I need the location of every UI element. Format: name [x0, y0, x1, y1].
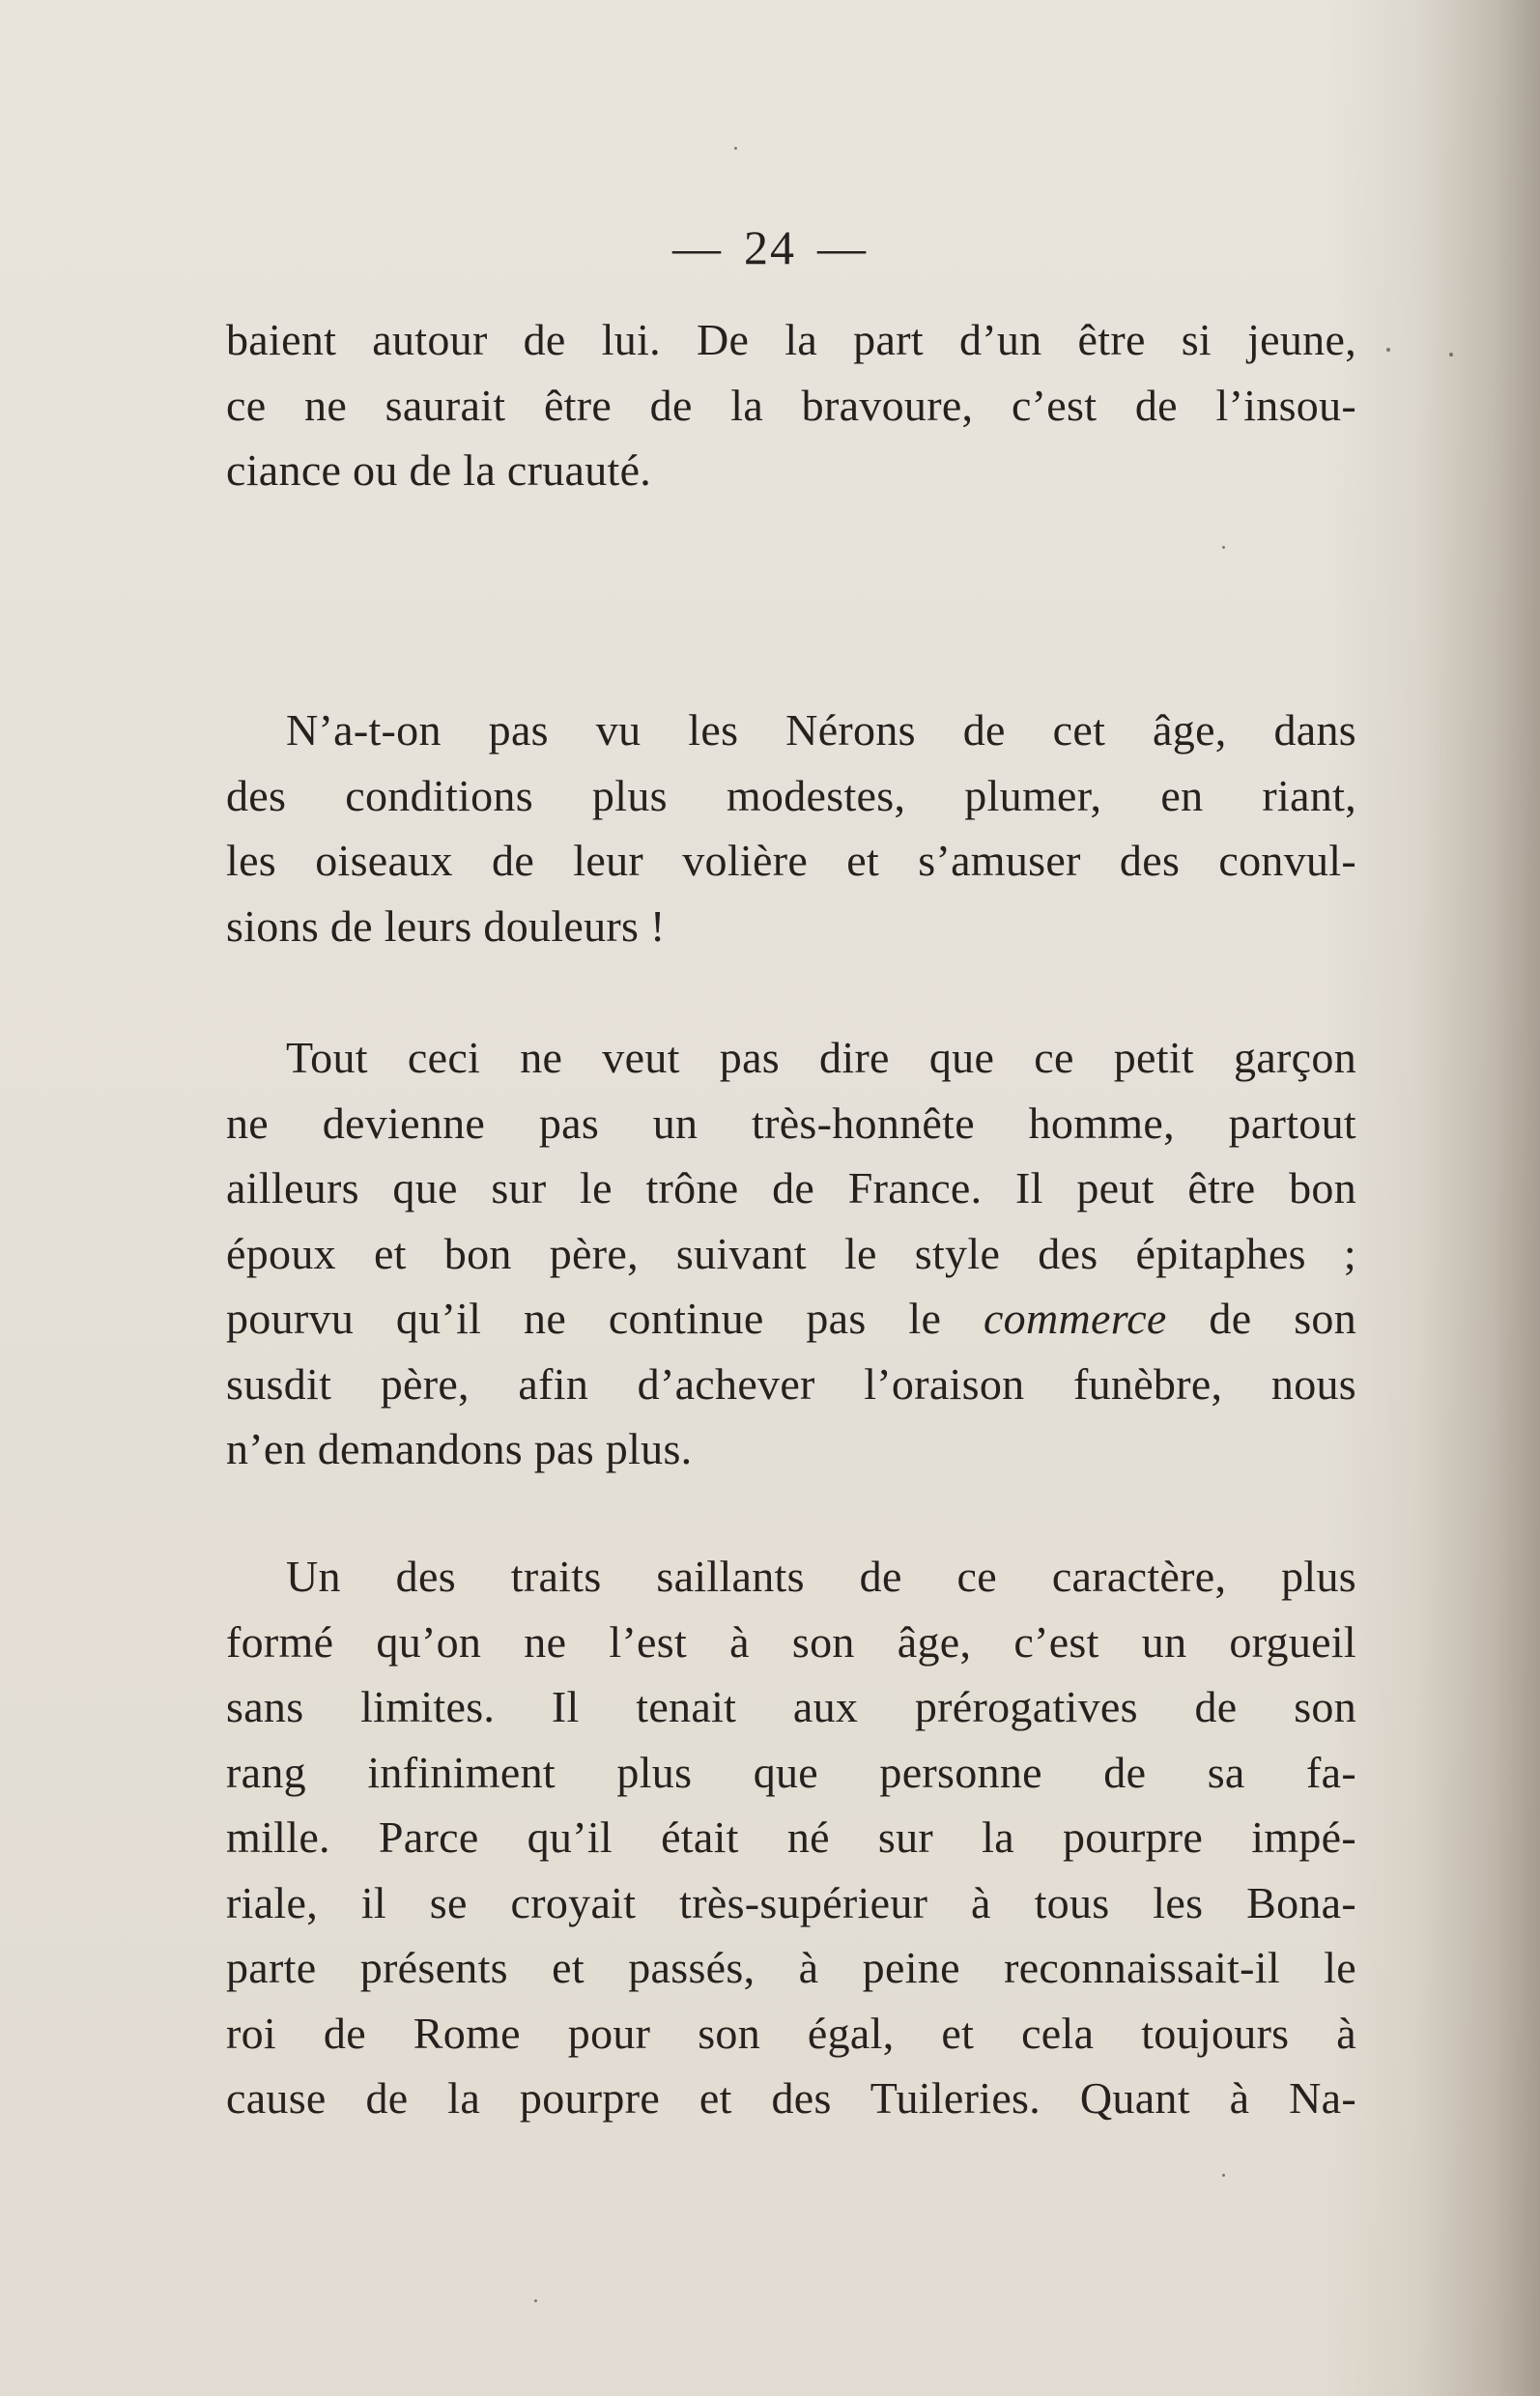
- text-segment: de son: [1166, 1294, 1356, 1343]
- text-line: cause de la pourpre et des Tuileries. Quant à Na-: [226, 2073, 1356, 2123]
- text-line: sions de leurs douleurs !: [226, 900, 666, 951]
- page-number: [0, 218, 1540, 276]
- text-line: parte présents et passés, à peine reconnaissait-il le: [226, 1943, 1356, 1992]
- text-line: époux et bon père, suivant le style des épitaphes ;: [226, 1228, 1356, 1278]
- text-line-with-italic: [226, 1286, 1356, 1352]
- paper-speck: [1222, 546, 1225, 549]
- text-line: Un des traits saillants de ce caractère, plus: [286, 1552, 1356, 1601]
- text-segment: pourvu qu’il ne continue pas le: [226, 1294, 984, 1343]
- paper-speck: [1449, 353, 1453, 357]
- text-line: roi de Rome pour son égal, et cela toujours à: [226, 2008, 1356, 2058]
- paper-speck: [1222, 2174, 1225, 2177]
- text-line: formé qu’on ne l’est à son âge, c’est un orgueil: [226, 1616, 1356, 1667]
- text-line: sans limites. Il tenait aux prérogatives de son: [226, 1682, 1356, 1731]
- paragraph-2: [226, 698, 1356, 958]
- text-line: N’a-t-on pas vu les Nérons de cet âge, dans: [286, 705, 1356, 755]
- paragraph-1: [226, 307, 1356, 503]
- folio-number: 24: [744, 220, 796, 274]
- text-line: mille. Parce qu’il était né sur la pourpre impé-: [226, 1812, 1356, 1862]
- text-line: ne devienne pas un très-honnête homme, partout: [226, 1098, 1356, 1148]
- folio-dash-left: —: [672, 220, 723, 274]
- text-line: riale, il se croyait très-supérieur à tous les Bona-: [226, 1877, 1356, 1927]
- folio-dash-right: —: [817, 220, 868, 274]
- text-line: n’en demandons pas plus.: [226, 1424, 693, 1473]
- text-line: baient autour de lui. De la part d’un être si jeune,: [226, 315, 1356, 364]
- text-line: Tout ceci ne veut pas dire que ce petit garçon: [286, 1033, 1356, 1082]
- text-line: rang infiniment plus que personne de sa fa-: [226, 1747, 1356, 1797]
- paragraph-4: [226, 1544, 1356, 2131]
- text-line: ciance ou de la cruauté.: [226, 445, 652, 495]
- paper-speck: [534, 2299, 537, 2302]
- italic-word: commerce: [983, 1294, 1167, 1343]
- paper-speck: [734, 147, 737, 150]
- text-line: ailleurs que sur le trône de France. Il peut être bon: [226, 1163, 1356, 1212]
- text-line: susdit père, afin d’achever l’oraison funèbre, nous: [226, 1358, 1356, 1409]
- text-line: ce ne saurait être de la bravoure, c’est de l’insou-: [226, 380, 1356, 430]
- text-line: les oiseaux de leur volière et s’amuser des convul-: [226, 836, 1356, 885]
- paper-speck: [1386, 348, 1390, 352]
- text-line: des conditions plus modestes, plumer, en riant,: [226, 770, 1356, 820]
- paragraph-3: [226, 1025, 1356, 1482]
